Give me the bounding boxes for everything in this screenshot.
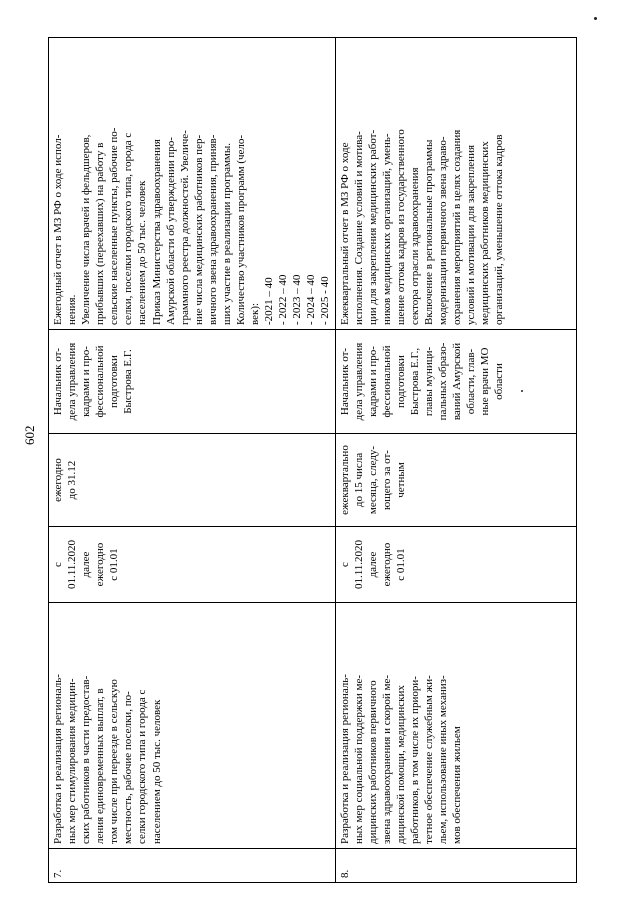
deadline: ежегодно до 31.12 xyxy=(49,434,336,527)
expected-result: Ежеквартальный отчет в МЗ РФ о ходе исполнения. Создание условий и мотива- ции для закрепления медицинских работ- ников медицинских организаций, умень- шение оттока кадров из государственного сектора отрасли здравоохранения Включение в региональные программы модернизации первичного звена здраво- охранения мероприятий в целях создания условий и мотивации для закрепления медицинских работников медицинских организаций, уменьшение оттока кадров xyxy=(335,38,576,330)
scan-speck xyxy=(594,17,597,20)
table-row-7 xyxy=(49,38,336,883)
expected-result: Ежегодный отчет в МЗ РФ о ходе испол- нения. Увеличение числа врачей и фельдшеров, прибывших (переехавших) на работу в сельские населенные пункты, рабочие по- селки, поселки городского типа, города с населением до 50 тыс. человек Приказ Министерства здравоохранения Амурской области об утверждении про- граммного реестра должностей. Увеличе- ние числа медицинских работников пер- вичного звена здравоохранения, приняв- ших участие в реализации программы. Количество участников программ (чело- век): -2021 – 40 - 2022 – 40 - 2023 – 40 - 2024 – 40 - 2025 - 40 xyxy=(49,38,336,330)
responsible-person: Начальник от- дела управления кадрами и про- фессиональной подготовки Быстрова Е.Г., главы муници- пальных образо- ваний Амурской области, глав- ные врачи МО области xyxy=(335,330,576,434)
page-number: 602 xyxy=(22,425,37,445)
event-description: Разработка и реализация региональ- ных мер стимулирования медицин- ских работников в части предостав- ления единовременных выплат, в том числе при переезде в сельскую местность, рабочие поселки, по- селки городского типа и города с населением до 50 тыс. человек xyxy=(49,603,336,849)
row-number: 7. xyxy=(49,849,336,883)
scan-speck xyxy=(521,390,523,392)
row-number: 8. xyxy=(335,849,576,883)
start-date: с 01.11.2020 далее ежегодно с 01.01 xyxy=(49,527,336,603)
table-row-8 xyxy=(335,38,576,883)
event-description: Разработка и реализация региональ- ных мер социальной поддержки ме- дицинских работников первичного звена здравоохранения и скорой ме- дицинской помощи, медицинских работников, в том числе их приори- тетное обеспечение служебным жи- льем, использование иных механиз- мов обеспечения жильем xyxy=(335,603,576,849)
responsible-person: Начальник от- дела управления кадрами и про- фессиональной подготовки Быстрова Е.Г. xyxy=(49,330,336,434)
deadline: ежеквартально до 15 числа месяца, следу- ющего за от- четным xyxy=(335,434,576,527)
measures-table xyxy=(48,37,577,883)
start-date: с 01.11.2020 далее ежегодно с 01.01 xyxy=(335,527,576,603)
rotated-table-container xyxy=(48,38,560,883)
